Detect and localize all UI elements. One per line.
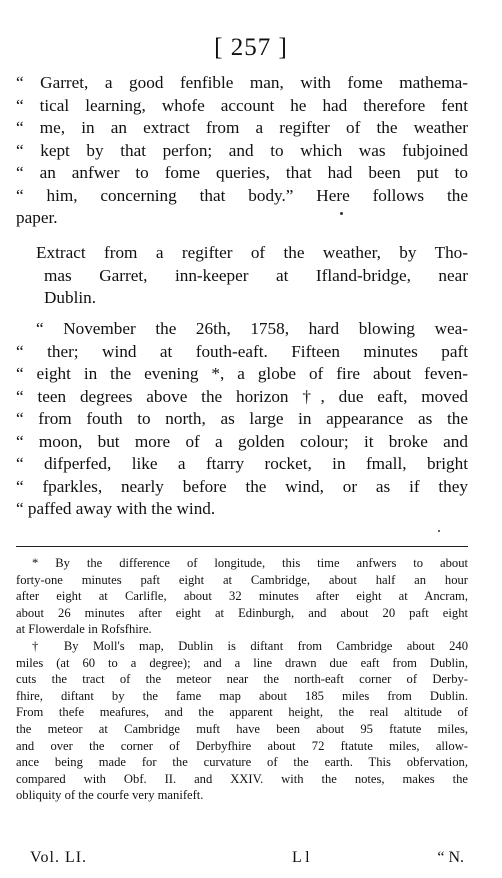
text-line: “ me, in an extract from a regifter of the weather (16, 118, 468, 137)
footnote-line: * By the difference of longitude, this time anfwers to about (32, 556, 468, 570)
heading-line: mas Garret, inn-keeper at Ifland-bridge, near (44, 265, 468, 285)
footnote-line: at Flowerdale in Rofsfhire. (16, 622, 152, 637)
text-line: paper. (16, 208, 58, 227)
ink-speck (438, 530, 440, 532)
paragraph-register-entry (16, 318, 468, 521)
footnote-line: fhire, diftant by the fame map about 185 miles from Dublin. (16, 688, 468, 703)
volume-label: Vol. LI. (30, 849, 88, 866)
paragraph-quoted-account (16, 72, 468, 230)
text-line: “ paffed away with the wind. (16, 499, 216, 518)
footnote-divider (16, 546, 468, 547)
extract-heading (36, 242, 468, 310)
page-footer (30, 849, 464, 871)
heading-line: Dublin. (44, 288, 97, 307)
text-line: “ him, concerning that body.” Here follows the (16, 185, 468, 205)
footnote-line: miles (at 60 to a degree); and a line drawn due eaft from Dublin, (16, 655, 468, 670)
footnote-line: ance being made for the curvature of the earth. This obfervation, (16, 755, 468, 770)
ink-speck (340, 212, 343, 215)
footnote-line: and over the corner of Derbyfhire about 72 ftatute miles, allow- (16, 738, 468, 753)
footnote-line: compared with Obf. II. and XXIV. with the notes, makes the (16, 771, 468, 786)
signature-mark: L l (292, 849, 310, 866)
text-line: “ eight in the evening *, a globe of fire about feven- (16, 364, 468, 383)
text-line: “ teen degrees above the horizon †, due eaft, moved (16, 386, 468, 406)
text-line: “ from fouth to north, as large in appearance as the (16, 409, 468, 428)
footnotes (16, 555, 468, 804)
text-line: “ Garret, a good fenfible man, with fome mathema- (16, 73, 468, 92)
text-line: “ kept by that perfon; and to which was fubjoined (16, 140, 468, 160)
footnote-line: From thefe meafures, and the apparent height, the real altitude of (16, 705, 468, 720)
text-line: “ fparkles, nearly before the wind, or as if they (16, 476, 468, 496)
heading-line: Extract from a regifter of the weather, by Tho- (36, 243, 468, 262)
footnote-line: † By Moll's map, Dublin is diftant from Cambridge about 240 (32, 638, 468, 653)
footnote-line: after eight at Carlifle, about 32 minutes after eight at Ancram, (16, 589, 468, 604)
text-line: “ ther; wind at fouth-eaft. Fifteen minutes paft (16, 341, 468, 361)
page-number: [ 257 ] (214, 34, 288, 61)
footnote-line: cuts the tract of the meteor near the north-eaft corner of Derby- (16, 672, 468, 687)
text-line: “ November the 26th, 1758, hard blowing wea- (36, 319, 468, 338)
footnote-line: obliquity of the courfe very manifeft. (16, 788, 204, 803)
footnote-line: the meteor at Cambridge muft have been about 95 ftatute miles, (16, 721, 468, 736)
text-line: “ an anfwer to fome queries, that had been put to (16, 163, 468, 182)
footnote-line: forty-one minutes paft eight at Cambridge, about half an hour (16, 572, 468, 587)
footnote-line: about 26 minutes after eight at Edinburgh, and about 20 paft eight (16, 605, 468, 620)
text-line: “ moon, but more of a golden colour; it broke and (16, 431, 468, 451)
text-line: “ tical learning, whofe account he had therefore fent (16, 95, 468, 115)
catchword: “ N. (437, 849, 464, 866)
text-line: “ difperfed, like a ftarry rocket, in fmall, bright (16, 454, 468, 473)
